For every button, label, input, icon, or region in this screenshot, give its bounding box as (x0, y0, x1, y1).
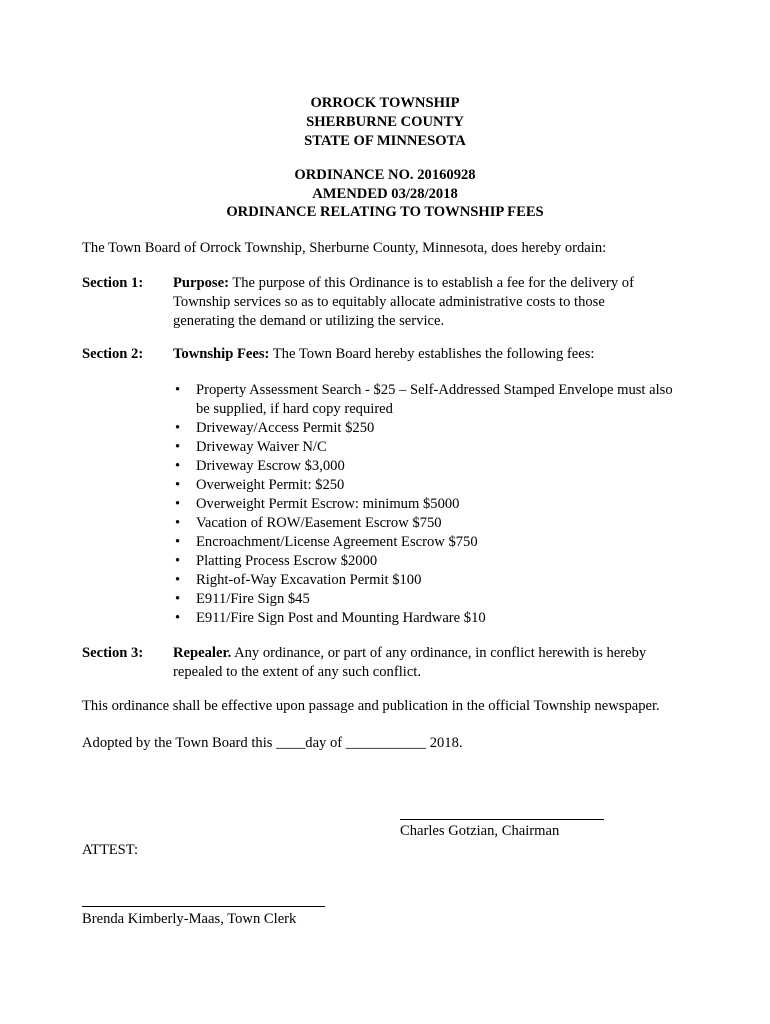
fee-item (173, 457, 673, 476)
chairman-name: Charles Gotzian, Chairman (400, 823, 560, 839)
township-heading: ORROCK TOWNSHIP (310, 95, 460, 111)
fee-text: Driveway Escrow $3,000 (196, 458, 345, 474)
clerk-name: Brenda Kimberly-Maas, Town Clerk (82, 911, 297, 927)
clerk-signature-line (82, 906, 325, 907)
fee-item (173, 514, 673, 533)
fee-item (173, 609, 673, 628)
attest-label: ATTEST: (82, 842, 139, 858)
intro-paragraph: The Town Board of Orrock Township, Sherburne County, Minnesota, does hereby ordain: (82, 240, 607, 256)
fee-item (173, 552, 673, 571)
bullet-icon: • (175, 572, 181, 588)
section-3-line-2: repealed to the extent of any such conflict. (173, 664, 421, 680)
bullet-icon: • (175, 515, 181, 531)
fee-item (173, 495, 673, 514)
fee-item (173, 533, 673, 552)
fee-text: Platting Process Escrow $2000 (196, 553, 378, 569)
section-2-heading: Township Fees: (173, 346, 270, 362)
section-3-line-1 (173, 644, 688, 663)
ordinance-number: ORDINANCE NO. 20160928 (294, 167, 476, 183)
fee-item (173, 571, 673, 590)
section-3-text-1: Any ordinance, or part of any ordinance, in conflict herewith is hereby (231, 645, 647, 661)
state-heading: STATE OF MINNESOTA (304, 133, 466, 149)
fee-text: Driveway Waiver N/C (196, 439, 327, 455)
section-1-label: Section 1: (82, 275, 144, 291)
fee-item (173, 419, 673, 438)
section-3-label: Section 3: (82, 645, 144, 661)
fee-text: Right-of-Way Excavation Permit $100 (196, 572, 422, 588)
fee-text: E911/Fire Sign Post and Mounting Hardware $10 (196, 610, 486, 626)
adoption-statement: Adopted by the Town Board this ____day of ___________ 2018. (82, 735, 463, 751)
fee-text: E911/Fire Sign $45 (196, 591, 310, 607)
bullet-icon: • (175, 458, 181, 474)
section-1-line-3: generating the demand or utilizing the service. (173, 313, 445, 329)
bullet-icon: • (175, 477, 181, 493)
fee-text: Encroachment/License Agreement Escrow $750 (196, 534, 478, 550)
section-1-line-1 (173, 274, 688, 293)
bullet-icon: • (175, 439, 181, 455)
section-1-line-2: Township services so as to equitably allocate administrative costs to those (173, 294, 605, 310)
section-1-heading: Purpose: (173, 275, 229, 291)
section-3-body (173, 644, 688, 682)
bullet-icon: • (175, 382, 181, 398)
section-2-body (173, 345, 688, 364)
fee-text: Driveway/Access Permit $250 (196, 420, 375, 436)
fee-item (173, 438, 673, 457)
bullet-icon: • (175, 496, 181, 512)
section-3-heading: Repealer. (173, 645, 232, 661)
fee-text: Vacation of ROW/Easement Escrow $750 (196, 515, 442, 531)
amended-date: AMENDED 03/28/2018 (312, 186, 458, 202)
fee-item (173, 476, 673, 495)
section-1-body (173, 274, 688, 331)
fee-list (173, 381, 673, 628)
bullet-icon: • (175, 534, 181, 550)
bullet-icon: • (175, 591, 181, 607)
fee-text: Overweight Permit: $250 (196, 477, 345, 493)
fee-item (173, 381, 673, 419)
section-2-label: Section 2: (82, 346, 144, 362)
section-2-intro (173, 345, 688, 364)
bullet-icon: • (175, 420, 181, 436)
bullet-icon: • (175, 610, 181, 626)
bullet-icon: • (175, 553, 181, 569)
county-heading: SHERBURNE COUNTY (306, 114, 464, 130)
section-2-text: The Town Board hereby establishes the following fees: (269, 346, 595, 362)
fee-text: Property Assessment Search - $25 – Self-Addressed Stamped Envelope must also be supplied, if hard copy required (196, 382, 673, 417)
effective-statement: This ordinance shall be effective upon passage and publication in the official Township newspaper. (82, 698, 660, 714)
fee-item (173, 590, 673, 609)
section-1-text-1: The purpose of this Ordinance is to establish a fee for the delivery of (228, 275, 634, 291)
ordinance-title: ORDINANCE RELATING TO TOWNSHIP FEES (226, 204, 544, 220)
fee-text: Overweight Permit Escrow: minimum $5000 (196, 496, 460, 512)
chairman-signature-line (400, 819, 604, 820)
